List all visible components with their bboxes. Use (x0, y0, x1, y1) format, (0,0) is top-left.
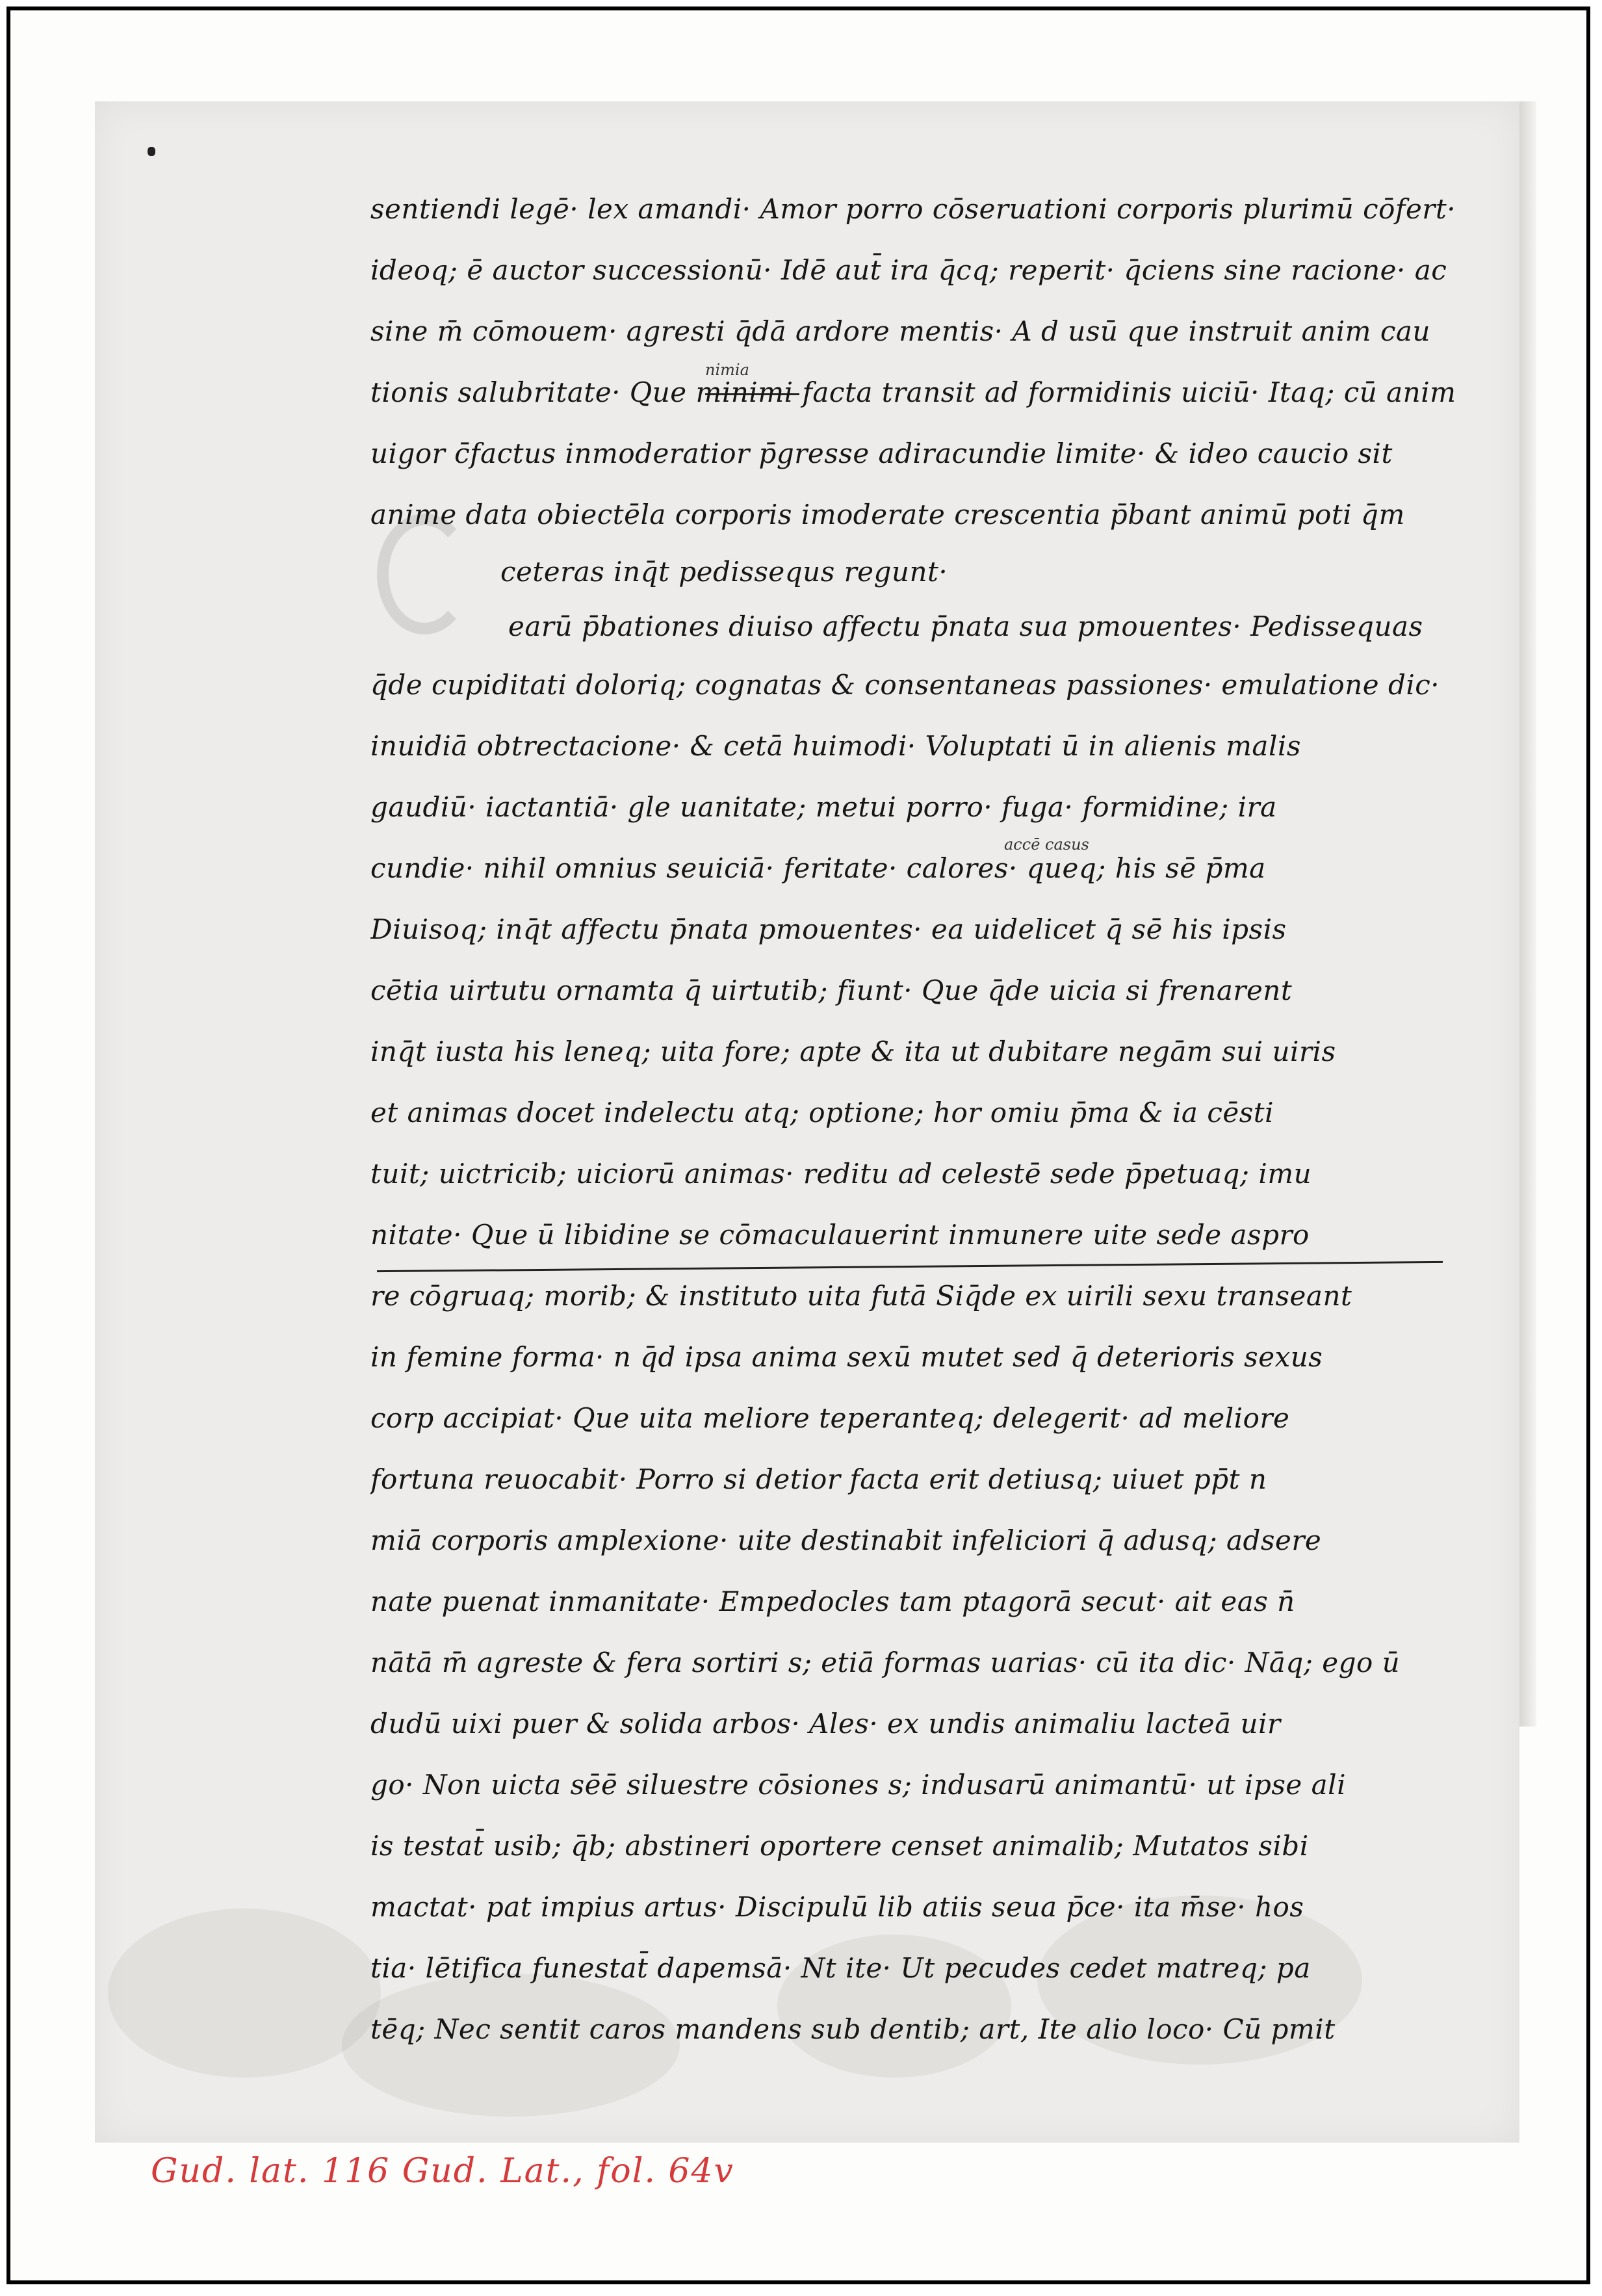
interlinear-gloss: nimia (705, 361, 749, 379)
text-line: miā corporis amplexione· uite destinabit infeliciori q̄ adusq; adsere (370, 1524, 1322, 1556)
text-line: is testat̄ usib; q̄b; abstineri oportere censet animalib; Mutatos sibi (370, 1830, 1309, 1862)
text-line: mactat· pat impius artus· Discipulū lib atiis seua p̄ce· ita m̄se· hos (370, 1891, 1304, 1923)
interlinear-gloss: accē casus (1004, 835, 1089, 854)
text-line: corp accipiat· Que uita meliore teperanteq; delegerit· ad meliore (370, 1402, 1290, 1434)
text-line: tia· lētifica funestat̄ dapemsā· Nt ite· Ut pecudes cedet matreq; pa (370, 1952, 1311, 1984)
text-line: inq̄t iusta his leneq; uita fore; apte & ita ut dubitare negām sui uiris (370, 1036, 1336, 1067)
paper-stain (108, 1909, 381, 2078)
text-line: fortuna reuocabit· Porro si detior facta erit detiusq; uiuet pp̄t n (370, 1463, 1267, 1495)
text-line: re cōgruaq; morib; & instituto uita futā Siq̄de ex uirili sexu transeant (370, 1280, 1352, 1312)
text-line: ideoq; ē auctor successionū· Idē aut̄ ira q̄cq; reperit· q̄ciens sine racione· ac (370, 254, 1447, 286)
text-line: earū p̄bationes diuiso affectu p̄nata sua pmouentes· Pedissequas (508, 610, 1423, 642)
text-line: gaudiū· iactantiā· gle uanitate; metui porro· fuga· formidine; ira (370, 791, 1277, 823)
text-line: et animas docet indelectu atq; optione; hor omiu p̄ma & ia cēsti (370, 1097, 1274, 1128)
text-line: cētia uirtutu ornamta q̄ uirtutib; fiunt· Que q̄de uicia si frenarent (370, 974, 1293, 1006)
leaf-edge (1519, 101, 1536, 1727)
text-line: sine m̄ cōmouem· agresti q̄dā ardore mentis· A d usū que instruit anim cau (370, 315, 1430, 347)
text-line: in femine forma· n q̄d ipsa anima sexū mutet sed q̄ deterioris sexus (370, 1341, 1323, 1373)
text-line: uigor c̄factus inmoderatior p̄gresse adiracundie limite· & ideo caucio sit (370, 437, 1393, 469)
text-line: ceteras inq̄t pedissequs regunt· (500, 556, 948, 588)
text-line: tionis salubritate· Que minimi facta transit ad formidinis uiciū· Itaq; cū anim (370, 376, 1456, 408)
text-line: q̄de cupiditati doloriq; cognatas & consentaneas passiones· emulatione dic· (370, 669, 1440, 701)
text-line: tēq; Nec sentit caros mandens sub dentib; art, Ite alio loco· Cū pmit (370, 2013, 1336, 2045)
text-line: sentiendi legē· lex amandi· Amor porro cōseruationi corporis plurimū cōfert· (370, 193, 1456, 225)
text-line: nitate· Que ū libidine se cōmaculauerint inmunere uite sede aspro (370, 1219, 1310, 1251)
ink-mark (148, 147, 155, 156)
text-line: anime data obiectēla corporis imoderate crescentia p̄bant animū poti q̄m (370, 499, 1405, 530)
text-line: go· Non uicta sēē siluestre cōsiones s; indusarū animantū· ut ipse ali (370, 1769, 1347, 1801)
shelfmark-annotation: Gud. lat. 116 Gud. Lat., fol. 64v (151, 2152, 734, 2191)
manuscript-text (370, 179, 1469, 2060)
text-line: inuidiā obtrectacione· & cetā huimodi· Voluptati ū in alienis malis (370, 730, 1301, 762)
text-line: dudū uixi puer & solida arbos· Ales· ex undis animaliu lacteā uir (370, 1708, 1281, 1740)
text-line: nātā m̄ agreste & fera sortiri s; etiā formas uarias· cū ita dic· Nāq; ego ū (370, 1647, 1401, 1678)
text-line: Diuisoq; inq̄t affectu p̄nata pmouentes· ea uidelicet q̄ sē his ipsis (370, 913, 1287, 945)
text-line: cundie· nihil omnius seuiciā· feritate· calores· queq; his sē p̄ma (370, 852, 1266, 884)
text-line: nate puenat inmanitate· Empedocles tam ptagorā secut· ait eas n̄ (370, 1585, 1295, 1617)
text-line: tuit; uictricib; uiciorū animas· reditu ad celestē sede p̄petuaq; imu (370, 1158, 1312, 1190)
